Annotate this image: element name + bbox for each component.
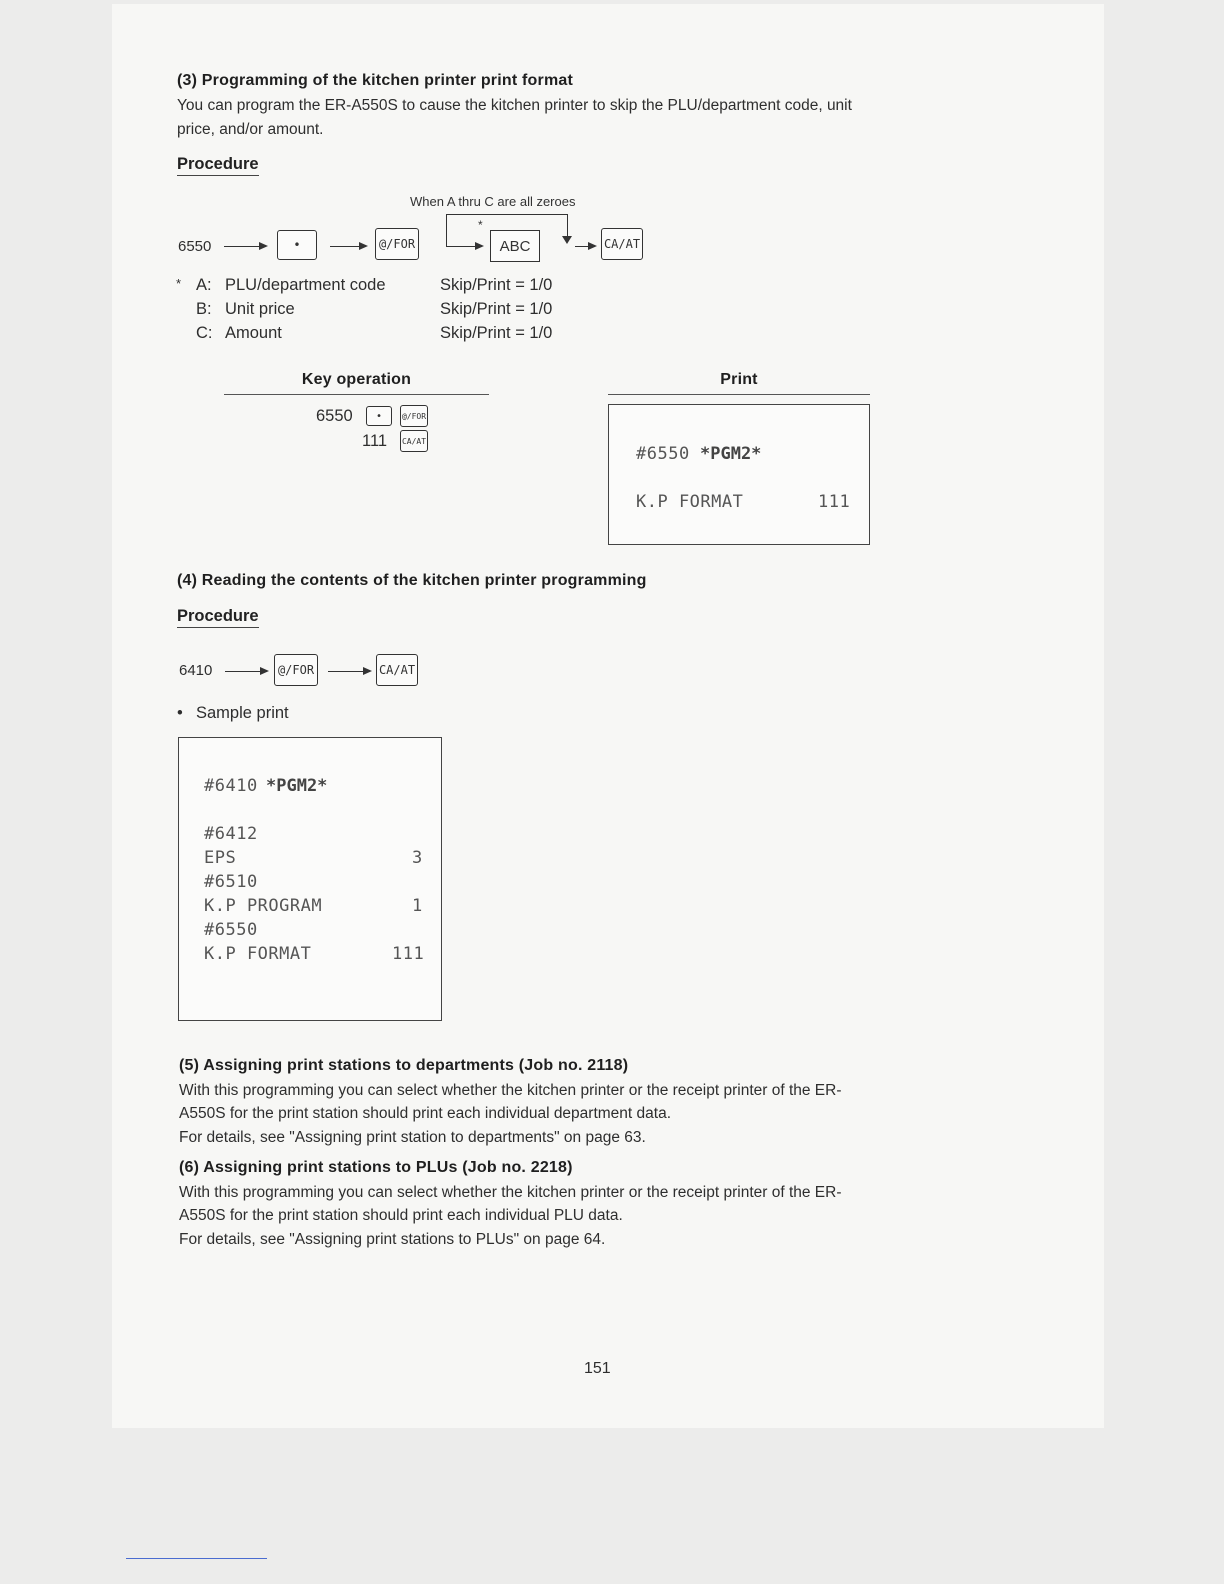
decimal-key: • [277,230,317,260]
arrow-1 [224,246,266,247]
arrow-3 [446,246,482,247]
option-c-name: Amount [225,324,282,342]
option-c-value: Skip/Print = 1/0 [440,324,553,342]
arrow-4 [575,246,595,247]
asterisk-mark: * [478,218,483,232]
key-op-for-key: @/FOR [400,405,428,427]
key-operation-rule [224,394,489,395]
receipt-row-value: 3 [412,848,423,868]
receipt-row-label: K.P PROGRAM [204,896,323,916]
receipt-row-label: #6412 [204,824,258,844]
key-op-6550: 6550 [316,407,353,425]
section-5-text-1: With this programming you can select whether the kitchen printer or the receipt printer of the ER- [179,1082,842,1099]
receipt-row-label: #6510 [204,872,258,892]
abc-entry-box: ABC [490,230,540,262]
section-4-heading: (4) Reading the contents of the kitchen printer programming [177,572,647,589]
bypass-line-left [446,214,447,247]
arrow-5 [225,671,267,672]
bypass-arrowhead [562,236,572,244]
section-6-heading: (6) Assigning print stations to PLUs (Job no. 2218) [179,1159,573,1176]
zeroes-note: When A thru C are all zeroes [410,194,576,209]
section-3-text-1: You can program the ER-A550S to cause the kitchen printer to skip the PLU/department code, unit [177,97,852,114]
print-receipt [608,404,870,545]
receipt-row-value: 1 [412,896,423,916]
receipt-header-tag: *PGM2* [266,776,328,796]
print-rule [608,394,870,395]
caat-key: CA/AT [601,228,643,260]
procedure-label: Procedure [177,155,259,176]
option-b-value: Skip/Print = 1/0 [440,300,553,318]
receipt-header-num: #6410 [204,776,258,796]
option-c-letter: C: [196,324,213,342]
procedure-label-2: Procedure [177,607,259,628]
receipt-row-label: K.P FORMAT [204,944,312,964]
key-op-decimal-key: • [366,406,392,426]
bypass-line [446,214,568,215]
option-a-value: Skip/Print = 1/0 [440,276,553,294]
print-line-1-num: #6550 [636,444,690,464]
key-op-caat-key: CA/AT [400,430,428,452]
section-5-text-3: For details, see "Assigning print station to departments" on page 63. [179,1129,646,1146]
section-3-heading: (3) Programming of the kitchen printer print format [177,72,574,89]
key-op-111: 111 [362,432,388,450]
code-6410: 6410 [179,662,213,679]
option-b-letter: B: [196,300,212,318]
code-6550: 6550 [178,238,212,255]
key-operation-header: Key operation [301,371,412,388]
section-6-text-1: With this programming you can select whether the kitchen printer or the receipt printer of the ER- [179,1184,842,1201]
print-line-2-label: K.P FORMAT [636,492,744,512]
arrow-2 [330,246,366,247]
print-line-1-tag: *PGM2* [700,444,762,464]
receipt-row-value: 111 [392,944,425,964]
option-a-letter: A: [196,276,212,294]
receipt-row-label: #6550 [204,920,258,940]
bullet: • [177,704,183,722]
caat-key-2: CA/AT [376,654,418,686]
section-6-text-3: For details, see "Assigning print stations to PLUs" on page 64. [179,1231,606,1248]
print-header: Print [720,371,758,388]
section-6-text-2: A550S for the print station should print each individual PLU data. [179,1207,623,1224]
arrow-6 [328,671,370,672]
section-5-text-2: A550S for the print station should print each individual department data. [179,1105,672,1122]
option-a-name: PLU/department code [225,276,386,294]
receipt-row-label: EPS [204,848,237,868]
option-mark: * [176,276,182,291]
section-5-heading: (5) Assigning print stations to departments (Job no. 2118) [179,1057,629,1074]
sample-print-label: Sample print [196,704,289,722]
print-line-2-value: 111 [818,492,851,512]
footnote-rule [126,1558,267,1559]
section-3-text-2: price, and/or amount. [177,121,324,138]
for-key-2: @/FOR [274,654,318,686]
for-key: @/FOR [375,228,419,260]
option-b-name: Unit price [225,300,295,318]
page-number: 151 [584,1360,611,1377]
